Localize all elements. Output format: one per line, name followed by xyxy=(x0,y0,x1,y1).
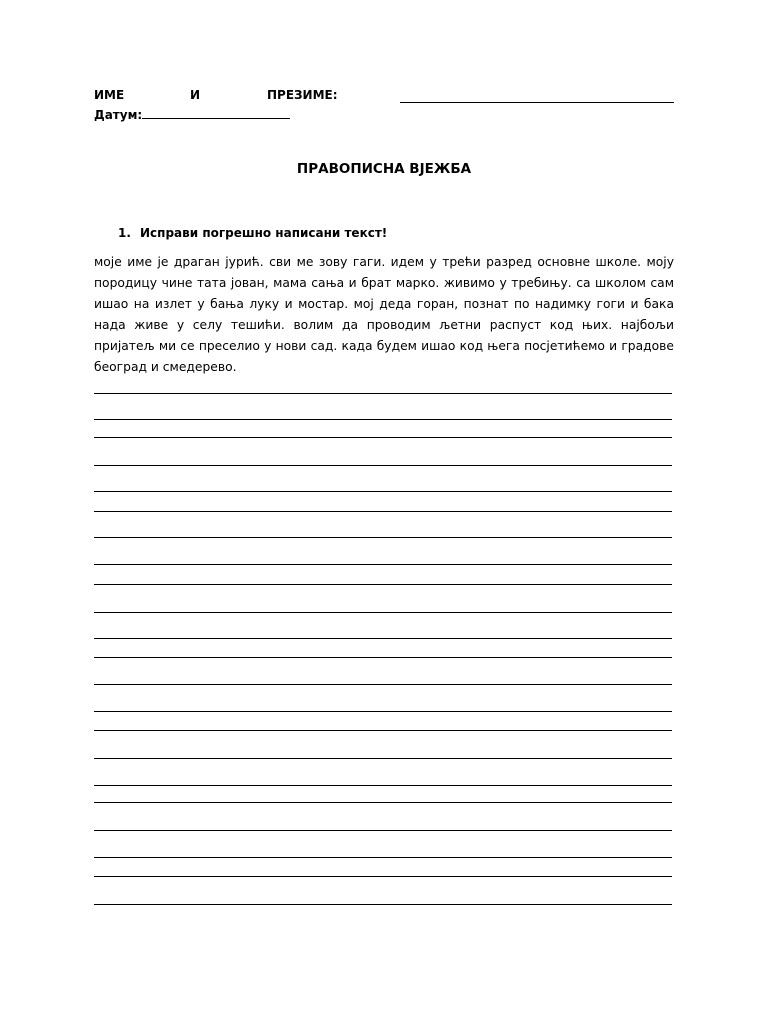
and-label: И xyxy=(190,88,201,102)
writing-line xyxy=(94,876,672,877)
writing-line xyxy=(94,419,672,420)
writing-line xyxy=(94,638,672,639)
writing-line xyxy=(94,684,672,685)
task-number: 1. xyxy=(118,226,131,240)
writing-line xyxy=(94,730,672,731)
writing-line xyxy=(94,612,672,613)
writing-line xyxy=(94,657,672,658)
writing-line xyxy=(94,393,672,394)
writing-line xyxy=(94,584,672,585)
writing-line xyxy=(94,437,672,438)
exercise-text: моје име је драган јурић. сви ме зову гаги. идем у трећи разред основне школе. моју породицу чине тата јован, мама сања и брат марко. живимо у требињу. са школом сам ишао на излет у бања луку и мостар. мој деда горан, познат по надимку гоги и бака нада живе у селу тешићи. волим да проводим љетни распуст код њих. најбољи пријатељ ми се преселио у нови сад. када будем ишао код њега посјетићемо и градове београд и смедерево. xyxy=(94,255,674,374)
writing-line xyxy=(94,758,672,759)
writing-line xyxy=(94,564,672,565)
worksheet-title: ПРАВОПИСНА ВЈЕЖБА xyxy=(296,161,472,177)
first-name-label: ИМЕ xyxy=(94,88,125,102)
writing-line xyxy=(94,511,672,512)
surname-label: ПРЕЗИМЕ: xyxy=(267,88,338,102)
writing-line xyxy=(94,802,672,803)
writing-line xyxy=(94,830,672,831)
writing-line xyxy=(94,491,672,492)
writing-line xyxy=(94,465,672,466)
writing-line xyxy=(94,904,672,905)
task-instruction: Исправи погрешно написани текст! xyxy=(140,226,388,240)
date-label: Датум: xyxy=(94,108,143,122)
writing-line xyxy=(94,711,672,712)
writing-line xyxy=(94,537,672,538)
writing-lines xyxy=(94,0,672,1024)
writing-line xyxy=(94,857,672,858)
writing-line xyxy=(94,785,672,786)
